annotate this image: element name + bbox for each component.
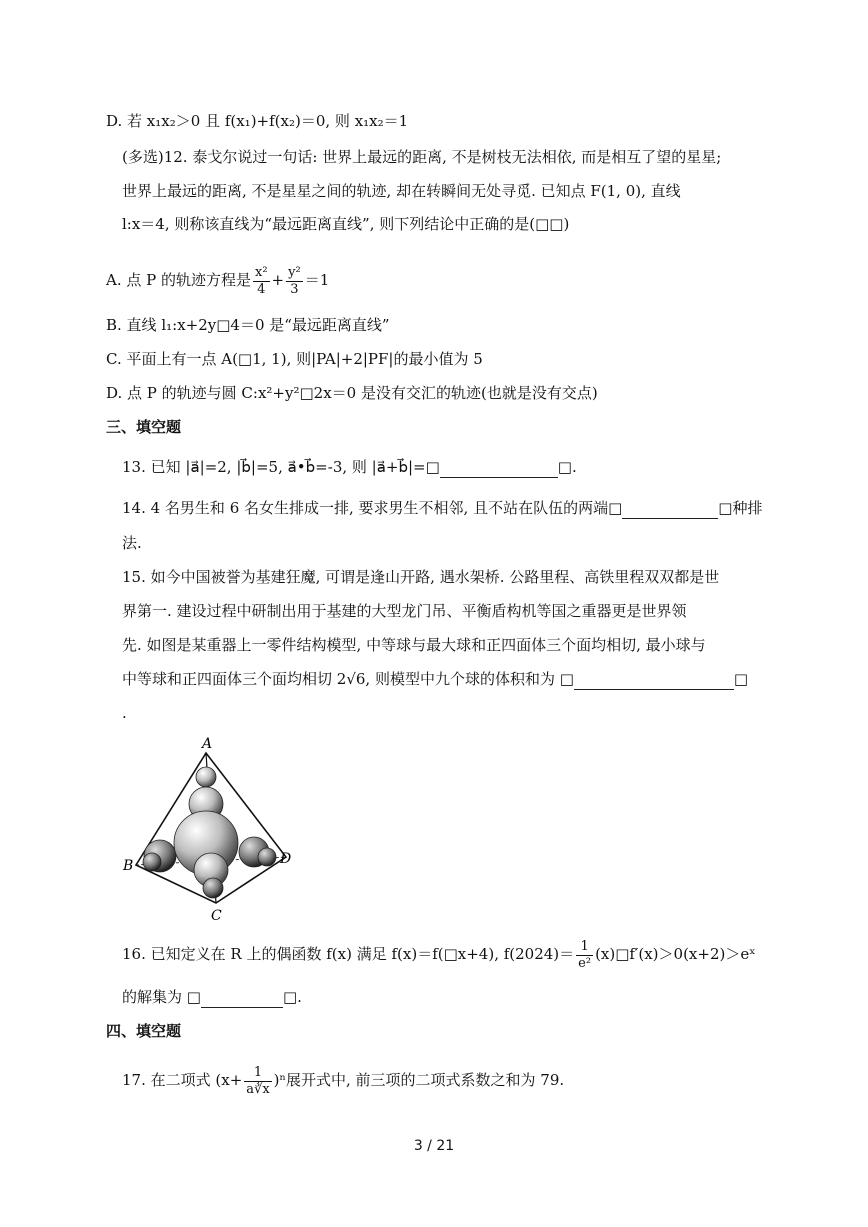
frac-numerator: y²	[288, 264, 301, 280]
answer-blank[interactable]	[201, 989, 283, 1008]
q17-suffix: )ⁿ展开式中, 前三项的二项式系数之和为 79.	[273, 1071, 565, 1089]
small-sphere-right	[258, 848, 276, 866]
q17-prefix: 17. 在二项式 (x+	[122, 1071, 243, 1089]
small-sphere-top	[196, 767, 216, 787]
frac-numerator: x²	[255, 264, 268, 280]
q12-option-c: C. 平面上有一点 A(□1, 1), 则|PA|+2|PF|的最小值为 5	[106, 350, 483, 368]
frac-numerator: 1	[244, 1065, 271, 1082]
section-heading-fill-blank-3: 三、填空题	[106, 418, 182, 436]
q16-prefix: 16. 已知定义在 R 上的偶函数 f(x) 满足 f(x)＝f(□x+4), f(2024)＝	[122, 945, 575, 963]
vertex-label-d: D	[280, 851, 292, 867]
plus-sign: +	[271, 271, 285, 289]
tetrahedron-spheres-figure	[122, 733, 302, 923]
q12-option-a-prefix: A. 点 P 的轨迹方程是	[106, 271, 251, 289]
q16-end: □.	[282, 988, 302, 1006]
frac-denominator: a∛x	[246, 1081, 270, 1097]
frac-denominator: 4	[257, 281, 266, 297]
q16-line-2	[122, 986, 302, 1008]
q14-line-2: 法.	[122, 534, 142, 552]
vertex-label-c: C	[211, 908, 222, 923]
q14-text: 14. 4 名男生和 6 名女生排成一排, 要求男生不相邻, 且不站在队伍的两端□	[122, 499, 623, 517]
q16-text: 的解集为 □	[122, 988, 201, 1006]
page-number: 3 / 21	[413, 1138, 455, 1154]
q12-stem-line-3: l:x＝4, 则称该直线为“最远距离直线”, 则下列结论中正确的是(□□)	[122, 215, 570, 233]
q15-line-4	[122, 668, 748, 690]
q16-frac	[576, 939, 593, 972]
frac-numerator: 1	[576, 939, 593, 956]
q12-option-b: B. 直线 l₁:x+2y□4＝0 是“最远距离直线”	[106, 316, 390, 334]
q13-text: 13. 已知 |a⃗|=2, |b⃗|=5, a⃗•b⃗=-3, 则 |a⃗+b⃗|=□	[122, 458, 440, 476]
answer-blank[interactable]	[574, 671, 734, 690]
q17	[122, 1058, 564, 1102]
vertex-label-a: A	[202, 736, 213, 752]
q12-option-a-frac-x	[253, 265, 270, 298]
q12-stem-line-2: 世界上最远的距离, 不是星星之间的轨迹, 却在转瞬间无处寻觅. 已知点 F(1, 0), 直线	[122, 182, 681, 200]
q12-stem-line-1: (多选)12. 泰戈尔说过一句话: 世界上最远的距离, 不是树枝无法相依, 而是相互了望的星星;	[122, 148, 722, 166]
frac-denominator: e²	[578, 955, 592, 971]
q14-line-1	[122, 497, 762, 519]
answer-blank[interactable]	[440, 459, 558, 478]
small-sphere-front	[203, 878, 223, 898]
q12-option-d: D. 点 P 的轨迹与圆 C:x²+y²□2x＝0 是没有交汇的轨迹(也就是没有交点)	[106, 384, 598, 402]
q11-option-d: D. 若 x₁x₂＞0 且 f(x₁)+f(x₂)＝0, 则 x₁x₂＝1	[106, 112, 409, 130]
q13-end: □.	[557, 458, 577, 476]
q12-option-a	[106, 262, 329, 298]
q12-option-a-suffix: ＝1	[304, 271, 330, 289]
q16-line-1	[122, 934, 756, 974]
q12-option-a-frac-y	[286, 265, 303, 298]
q14-end: □种排	[718, 499, 763, 517]
q15-line-5: .	[122, 704, 127, 722]
answer-blank[interactable]	[622, 500, 718, 519]
q16-suffix: (x)□f′(x)＞0(x+2)＞eˣ	[595, 945, 756, 963]
frac-denominator: 3	[290, 281, 299, 297]
q15-line-3: 先. 如图是某重器上一零件结构模型, 中等球与最大球和正四面体三个面均相切, 最小球与	[122, 636, 706, 654]
q13	[122, 456, 577, 478]
vertex-label-b: B	[123, 858, 134, 874]
q15-text: 中等球和正四面体三个面均相切 2√6, 则模型中九个球的体积和为 □	[122, 670, 574, 688]
section-heading-fill-blank-4: 四、填空题	[106, 1022, 182, 1040]
small-sphere-left	[143, 853, 161, 871]
q17-frac	[244, 1065, 271, 1098]
q15-line-2: 界第一. 建设过程中研制出用于基建的大型龙门吊、平衡盾构机等国之重器更是世界领	[122, 602, 687, 620]
q15-end: □	[733, 670, 749, 688]
q15-line-1: 15. 如今中国被誉为基建狂魔, 可谓是逢山开路, 遇水架桥. 公路里程、高铁里程双双都是世	[122, 568, 720, 586]
